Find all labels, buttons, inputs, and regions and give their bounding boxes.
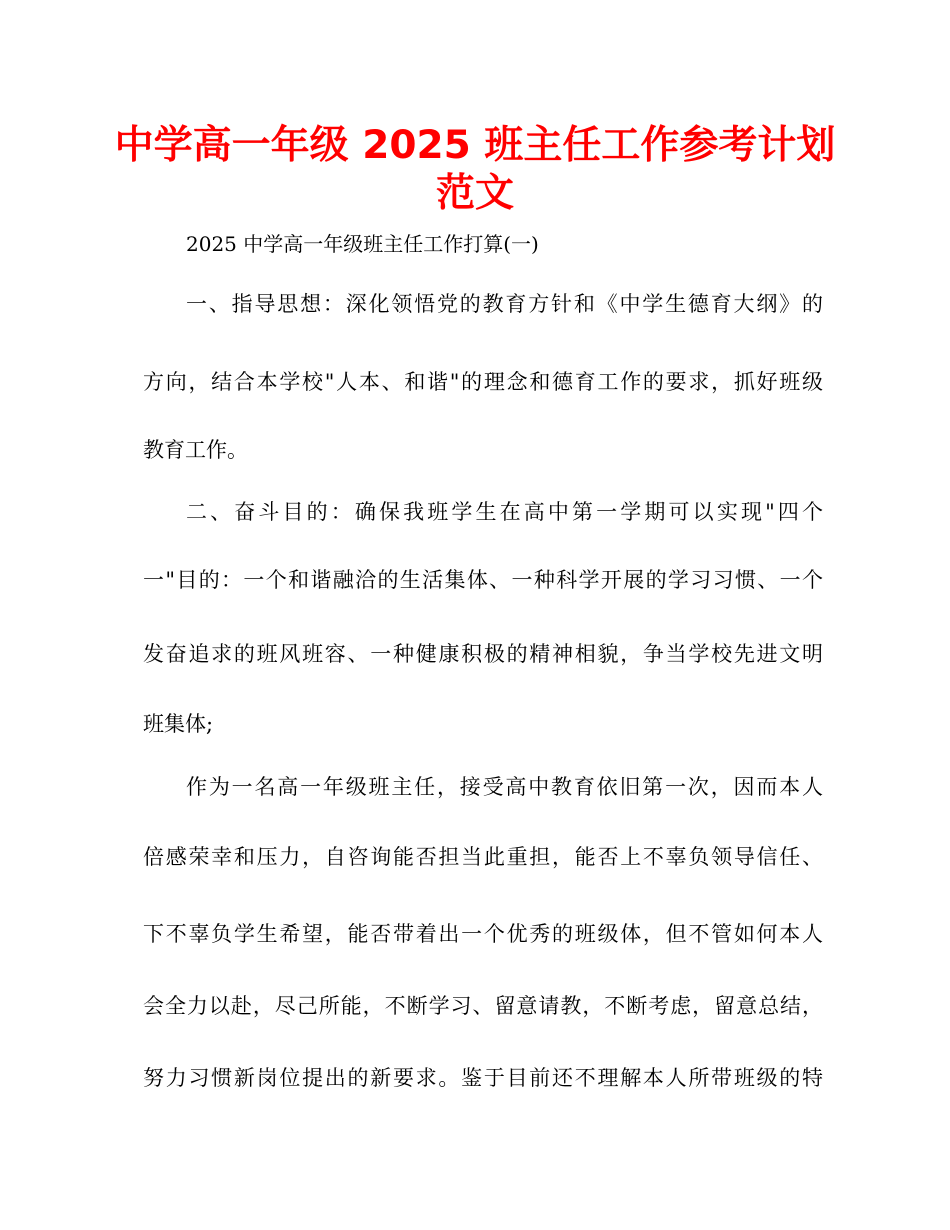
paragraph-line: 二、奋斗目的：确保我班学生在高中第一学期可以实现"四个	[186, 500, 823, 524]
paragraph-line: 努力习惯新岗位提出的新要求。鉴于目前还不理解本人所带班级的特	[143, 1066, 823, 1090]
paragraph-line: 教育工作。	[143, 438, 248, 462]
paragraph-line: 倍感荣幸和压力，自咨询能否担当此重担，能否上不辜负领导信任、	[143, 845, 823, 869]
paragraph-line: 发奋追求的班风班容、一种健康积极的精神相貌，争当学校先进文明	[143, 642, 823, 666]
paragraph-line: 一、指导思想：深化领悟党的教育方针和《中学生德育大纲》的	[186, 292, 823, 316]
paragraph-line: 会全力以赴，尽己所能，不断学习、留意请教，不断考虑，留意总结，	[143, 994, 823, 1018]
paragraph-line: 一"目的：一个和谐融洽的生活集体、一种科学开展的学习习惯、一个	[143, 568, 823, 592]
paragraph-line: 方向，结合本学校"人本、和谐"的理念和德育工作的要求，抓好班级	[143, 370, 823, 394]
document-title-line-2: 范文	[435, 171, 514, 216]
paragraph-line: 下不辜负学生希望，能否带着出一个优秀的班级体，但不管如何本人	[143, 922, 823, 946]
section-subtitle: 2025 中学高一年级班主任工作打算(一)	[186, 232, 539, 256]
document-title-line-1: 中学高一年级 2025 班主任工作参考计划	[114, 123, 836, 168]
paragraph-line: 作为一名高一年级班主任，接受高中教育依旧第一次，因而本人	[186, 775, 823, 799]
paragraph-line: 班集体;	[143, 712, 214, 736]
